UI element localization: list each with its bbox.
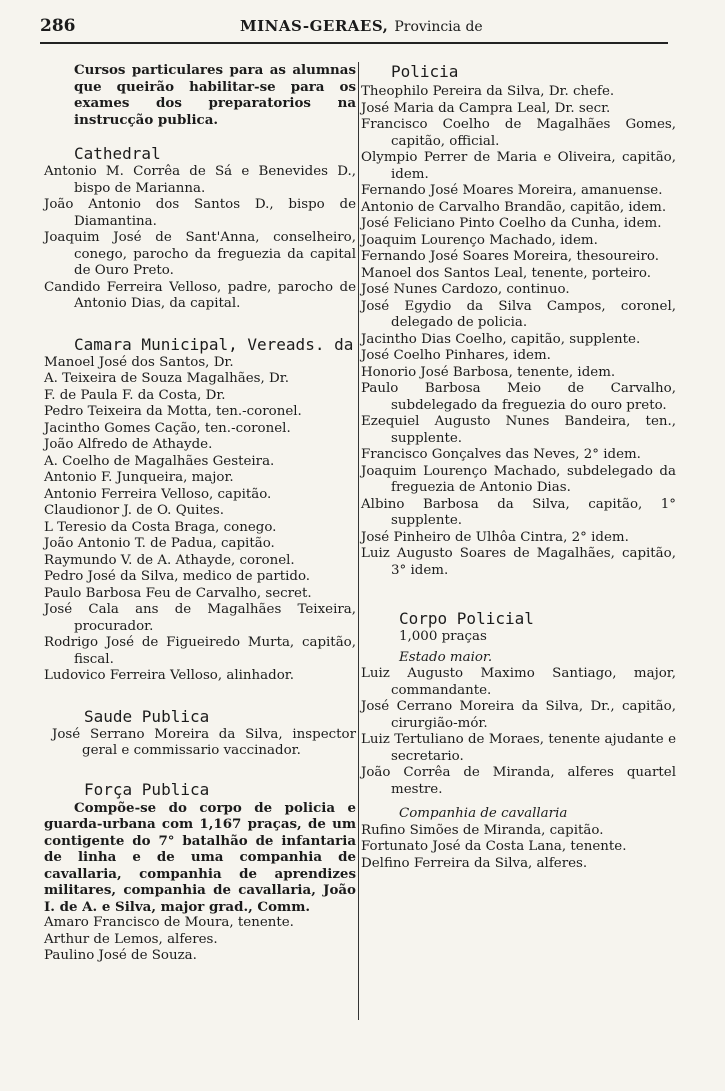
running-subtitle: Provincia de <box>394 19 483 35</box>
camara-entry: Rodrigo José de Figueiredo Murta, capitão, fiscal. <box>44 635 356 667</box>
estado-entry: Luiz Augusto Maximo Santiago, major, commandante. <box>361 666 676 698</box>
forca-entry: Paulino José de Souza. <box>44 948 197 963</box>
camara-entry: A. Teixeira de Souza Magalhães, Dr. <box>44 371 289 386</box>
section-title-forca: Força Publica <box>84 779 210 799</box>
camara-entry: Paulo Barbosa Feu de Carvalho, secret. <box>44 585 312 601</box>
policia-entry: Joaquim Lourenço Machado, idem. <box>361 232 598 248</box>
policia-entry: Francisco Coelho de Magalhães Gomes, capitão, official. <box>361 117 676 149</box>
policia-entry: José Egydio da Silva Campos, coronel, delegado de policia. <box>361 298 676 330</box>
policia-entry: José Feliciano Pinto Coelho da Cunha, idem. <box>361 216 662 231</box>
policia-entry: Francisco Gonçalves das Neves, 2° idem. <box>361 447 641 462</box>
policia-entry: José Maria da Campra Leal, Dr. secr. <box>361 100 611 116</box>
companhia-entry: Fortunato José da Costa Lana, tenente. <box>361 839 627 854</box>
section-title-cathedral: Cathedral <box>74 144 161 163</box>
policia-entry: José Pinheiro de Ulhôa Cintra, 2° idem. <box>361 529 629 545</box>
camara-entry: Pedro José da Silva, medico de partido. <box>44 569 311 584</box>
courses-paragraph: Cursos particulares para as alumnas que queirão habilitar-se para os exames dos preparatorios na instrucção publica. <box>74 62 356 128</box>
camara-entry: Antonio F. Junqueira, major. <box>44 470 234 485</box>
camara-entry: Manoel José dos Santos, Dr. <box>44 354 234 370</box>
policia-entry: Albino Barbosa da Silva, capitão, 1° supplente. <box>361 496 676 528</box>
policia-entry: Manoel dos Santos Leal, tenente, porteiro. <box>361 265 651 281</box>
policia-entry: José Nunes Cardozo, continuo. <box>361 282 570 297</box>
camara-entry: João Antonio T. de Padua, capitão. <box>44 536 275 551</box>
camara-entry: Pedro Teixeira da Motta, ten.-coronel. <box>44 404 302 419</box>
camara-entry: F. de Paula F. da Costa, Dr. <box>44 387 226 403</box>
camara-entry: Ludovico Ferreira Velloso, alinhador. <box>44 668 294 683</box>
section-title-camara: Camara Municipal, Vereads. da <box>74 334 354 354</box>
header-rule <box>40 42 668 44</box>
camara-entry: José Cala ans de Magalhães Teixeira, procurador. <box>44 602 356 634</box>
forca-text: Compõe-se do corpo de policia e guarda-urbana com 1,167 praças, de um contigente do 7° batalhão de infantaria de linha e de uma companhia de cavallaria, companhia de aprendizes militares, companhia de cavallaria, João I. de A. e Silva, major grad., Comm. <box>44 799 356 915</box>
camara-entry: Claudionor J. de O. Quites. <box>44 503 225 518</box>
cathedral-entry: Antonio M. Corrêa de Sá e Benevides D., bispo de Marianna. <box>44 164 356 196</box>
policia-entry: Honorio José Barbosa, tenente, idem. <box>361 364 616 380</box>
estado-entry: José Cerrano Moreira da Silva, Dr., capitão, cirurgião-mór. <box>361 699 676 731</box>
cathedral-entry: João Antonio dos Santos D., bispo de Diamantina. <box>44 197 356 229</box>
section-title-corpo-policial: Corpo Policial <box>399 609 534 628</box>
companhia-entry: Rufino Simões de Miranda, capitão. <box>361 822 604 838</box>
policia-entry: Fernando José Soares Moreira, thesoureiro. <box>361 249 660 264</box>
companhia-entry: Delfino Ferreira da Silva, alferes. <box>361 855 588 871</box>
camara-entry: Raymundo V. de A. Athayde, coronel. <box>44 552 295 568</box>
camara-entry: Jacintho Gomes Cação, ten.-coronel. <box>44 420 291 436</box>
saude-text: José Serrano Moreira da Silva, inspector geral e commissario vaccinador. <box>52 726 356 758</box>
camara-entry: João Alfredo de Athayde. <box>44 437 213 452</box>
policia-entry: Luiz Augusto Soares de Magalhães, capitão, 3° idem. <box>361 546 676 578</box>
left-column <box>44 62 356 965</box>
camara-entry: A. Coelho de Magalhães Gesteira. <box>44 453 275 469</box>
policia-entry: Ezequiel Augusto Nunes Bandeira, ten., supplente. <box>361 414 676 446</box>
running-title: MINAS-GERAES, <box>240 17 389 35</box>
estado-maior-label: Estado maior. <box>399 649 493 665</box>
policia-entry: Joaquim Lourenço Machado, subdelegado da freguezia de Antonio Dias. <box>361 463 676 495</box>
page-header <box>40 16 670 40</box>
corpo-amount: 1,000 praças <box>399 629 487 644</box>
column-divider <box>358 62 359 1020</box>
policia-entry: Jacintho Dias Coelho, capitão, supplente. <box>361 331 641 347</box>
policia-entry: Theophilo Pereira da Silva, Dr. chefe. <box>361 84 615 99</box>
forca-entry: Arthur de Lemos, alferes. <box>44 931 218 947</box>
policia-entry: José Coelho Pinhares, idem. <box>361 348 551 363</box>
policia-entry: Fernando José Moares Moreira, amanuense. <box>361 183 663 198</box>
estado-entry: João Corrêa de Miranda, alferes quartel mestre. <box>361 765 676 797</box>
page-number: 286 <box>40 16 76 36</box>
camara-entry: Antonio Ferreira Velloso, capitão. <box>44 486 272 502</box>
policia-entry: Antonio de Carvalho Brandão, capitão, idem. <box>361 199 667 215</box>
section-title-saude: Saude Publica <box>84 706 210 726</box>
companhia-label: Companhia de cavallaria <box>399 806 568 821</box>
forca-entry: Amaro Francisco de Moura, tenente. <box>44 915 294 930</box>
section-title-policia: Policia <box>391 62 459 81</box>
camara-entry: L Teresio da Costa Braga, conego. <box>44 519 277 535</box>
estado-entry: Luiz Tertuliano de Moraes, tenente ajudante e secretario. <box>361 732 676 764</box>
cathedral-entry: Joaquim José de Sant'Anna, conselheiro, conego, parocho da freguezia da capital de Ouro Preto. <box>44 230 356 278</box>
policia-entry: Paulo Barbosa Meio de Carvalho, subdelegado da freguezia do ouro preto. <box>361 381 676 413</box>
policia-entry: Olympio Perrer de Maria e Oliveira, capitão, idem. <box>361 150 676 182</box>
cathedral-entry: Candido Ferreira Velloso, padre, parocho de Antonio Dias, da capital. <box>44 279 356 311</box>
right-column <box>361 62 676 872</box>
